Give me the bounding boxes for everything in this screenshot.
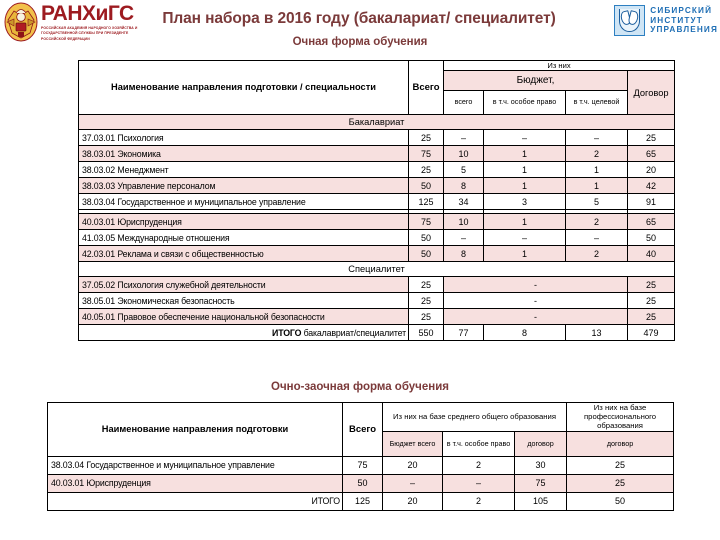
row-contract: 25	[628, 309, 675, 325]
section-label-bachelor: Бакалавриат	[79, 115, 675, 130]
row-program-name: 40.05.01 Правовое обеспечение национальной безопасности	[79, 309, 409, 325]
table-row[interactable]	[79, 309, 675, 325]
header-cell-contract-secondary: договор	[515, 431, 567, 456]
row-budget-merged: -	[444, 309, 628, 325]
table-part-time-admission	[47, 402, 674, 511]
row-program-name: 38.03.02 Менеджмент	[79, 162, 409, 178]
table-body	[79, 115, 675, 341]
table-row[interactable]	[79, 178, 675, 194]
row-total: 50	[409, 230, 444, 246]
ranepa-acronym: РАНХиГС	[41, 2, 134, 25]
row-total: 125	[409, 194, 444, 210]
header-cell-total: Всего	[343, 403, 383, 457]
total-budget: 20	[383, 492, 443, 510]
row-budget-targeted: 2	[566, 246, 628, 262]
page-title: План набора в 2016 году (бакалариат/ специалитет)	[162, 10, 556, 27]
header-cell-budget-special-right: в т.ч. особое право	[484, 91, 566, 115]
table-row[interactable]	[48, 474, 674, 492]
table-row[interactable]	[79, 230, 675, 246]
row-total: 50	[409, 178, 444, 194]
siu-logo	[614, 5, 718, 36]
table-total-row	[48, 492, 674, 510]
table-row[interactable]	[79, 214, 675, 230]
table-row[interactable]	[79, 277, 675, 293]
total-label-bold: ИТОГО	[272, 327, 304, 338]
header-cell-budget-targeted: в т.ч. целевой	[566, 91, 628, 115]
table-header	[48, 403, 674, 457]
section-label-specialist: Специалитет	[79, 262, 675, 277]
total-contract-professional: 50	[567, 492, 674, 510]
table-header	[79, 61, 675, 115]
section-header-specialist	[79, 262, 675, 277]
siu-line-1: СИБИРСКИЙ	[650, 5, 713, 15]
header-cell-budget-total: всего	[444, 91, 484, 115]
row-total: 25	[409, 162, 444, 178]
row-budget-targeted: 1	[566, 162, 628, 178]
row-budget-merged: -	[444, 277, 628, 293]
row-total: 50	[343, 474, 383, 492]
row-budget-targeted: –	[566, 130, 628, 146]
row-program-name: 38.03.04 Государственное и муниципальное управление	[48, 456, 343, 474]
page-header	[0, 0, 720, 48]
row-budget-special-right: 3	[484, 194, 566, 210]
row-program-name: 37.03.01 Психология	[79, 130, 409, 146]
siu-emblem-icon	[614, 5, 645, 36]
row-program-name: 37.05.02 Психология служебной деятельности	[79, 277, 409, 293]
row-contract-secondary: 75	[515, 474, 567, 492]
section-header-bachelor	[79, 115, 675, 130]
row-budget-total: 8	[444, 178, 484, 194]
row-program-name: 42.03.01 Реклама и связи с общественностью	[79, 246, 409, 262]
total-label	[79, 325, 409, 341]
row-total: 25	[409, 130, 444, 146]
row-contract: 65	[628, 146, 675, 162]
siu-line-2: ИНСТИТУТ	[650, 15, 703, 25]
row-contract-professional: 25	[567, 474, 674, 492]
row-budget-special-right: 1	[484, 146, 566, 162]
total-budget-targeted: 13	[566, 325, 628, 341]
row-total: 25	[409, 309, 444, 325]
header-cell-budget-total: Бюджет всего	[383, 431, 443, 456]
row-program-name: 38.05.01 Экономическая безопасность	[79, 293, 409, 309]
row-total: 75	[409, 214, 444, 230]
table-row[interactable]	[79, 194, 675, 210]
siu-line-3: УПРАВЛЕНИЯ	[650, 25, 718, 35]
row-budget-targeted: 2	[566, 214, 628, 230]
header-cell-contract: Договор	[628, 71, 675, 115]
row-budget-merged: -	[444, 293, 628, 309]
row-contract: 65	[628, 214, 675, 230]
row-contract: 20	[628, 162, 675, 178]
section-2-subtitle: Очно-заочная форма обучения	[271, 381, 449, 393]
row-budget-targeted: 1	[566, 178, 628, 194]
row-contract: 25	[628, 293, 675, 309]
row-total: 75	[343, 456, 383, 474]
row-program-name: 41.03.05 Международные отношения	[79, 230, 409, 246]
table-row[interactable]	[79, 146, 675, 162]
row-budget-total: –	[444, 230, 484, 246]
row-program-name: 38.03.04 Государственное и муниципальное управление	[79, 194, 409, 210]
row-budget-targeted: 5	[566, 194, 628, 210]
header-cell-name: Наименование направления подготовки	[48, 403, 343, 457]
table-body	[48, 456, 674, 510]
header-cell-group-secondary-education: Из них на базе среднего общего образования	[383, 403, 567, 432]
table-row[interactable]	[79, 130, 675, 146]
row-budget-special-right: 1	[484, 178, 566, 194]
row-program-name: 38.03.03 Управление персоналом	[79, 178, 409, 194]
header-cell-total: Всего	[409, 61, 444, 115]
row-budget-total: 34	[444, 194, 484, 210]
total-contract-secondary: 105	[515, 492, 567, 510]
row-budget-total: 20	[383, 456, 443, 474]
header-cell-of-which: Из них	[444, 61, 675, 71]
total-label: ИТОГО	[48, 492, 343, 510]
row-contract: 42	[628, 178, 675, 194]
row-contract-professional: 25	[567, 456, 674, 474]
row-special-right: –	[443, 474, 515, 492]
row-budget-total: 5	[444, 162, 484, 178]
row-budget-targeted: 2	[566, 146, 628, 162]
total-all: 125	[343, 492, 383, 510]
row-total: 25	[409, 293, 444, 309]
table-row[interactable]	[79, 246, 675, 262]
row-budget-total: 10	[444, 214, 484, 230]
header-row-1	[48, 403, 674, 432]
header-row-1	[79, 61, 675, 71]
row-budget-special-right: 1	[484, 246, 566, 262]
row-contract: 25	[628, 277, 675, 293]
row-total: 50	[409, 246, 444, 262]
table-row[interactable]	[79, 293, 675, 309]
header-cell-contract-professional: договор	[567, 431, 674, 456]
table-full-time-admission	[78, 60, 675, 341]
row-budget-total: –	[383, 474, 443, 492]
row-budget-total: 10	[444, 146, 484, 162]
ranepa-full-name: РОССИЙСКАЯ АКАДЕМИЯ НАРОДНОГО ХОЗЯЙСТВА И ГОСУДАРСТВЕННОЙ СЛУЖБЫ ПРИ ПРЕЗИДЕНТЕ РОССИЙСКОЙ ФЕДЕРАЦИИ	[41, 26, 138, 41]
table-row[interactable]	[79, 162, 675, 178]
row-special-right: 2	[443, 456, 515, 474]
header-cell-name: Наименование направления подготовки / специальности	[79, 61, 409, 115]
total-special-right: 2	[443, 492, 515, 510]
row-contract-secondary: 30	[515, 456, 567, 474]
row-contract: 50	[628, 230, 675, 246]
row-budget-total: 8	[444, 246, 484, 262]
total-budget: 77	[444, 325, 484, 341]
table-row[interactable]	[48, 456, 674, 474]
section-1-subtitle: Очная форма обучения	[292, 36, 428, 48]
header-cell-special-right: в т.ч. особое право	[443, 431, 515, 456]
row-budget-special-right: 1	[484, 214, 566, 230]
total-budget-special-right: 8	[484, 325, 566, 341]
row-contract: 40	[628, 246, 675, 262]
row-budget-special-right: –	[484, 230, 566, 246]
row-budget-special-right: 1	[484, 162, 566, 178]
row-budget-targeted: –	[566, 230, 628, 246]
total-all: 550	[409, 325, 444, 341]
row-program-name: 40.03.01 Юриспруденция	[79, 214, 409, 230]
row-total: 25	[409, 277, 444, 293]
row-budget-special-right: –	[484, 130, 566, 146]
row-program-name: 38.03.01 Экономика	[79, 146, 409, 162]
row-total: 75	[409, 146, 444, 162]
row-budget-total: –	[444, 130, 484, 146]
total-label-rest: бакалавриат/специалитет	[303, 327, 406, 338]
table-total-row	[79, 325, 675, 341]
header-cell-group-professional-education: Из них на базе профессионального образования	[567, 403, 674, 432]
row-contract: 25	[628, 130, 675, 146]
row-contract: 91	[628, 194, 675, 210]
row-program-name: 40.03.01 Юриспруденция	[48, 474, 343, 492]
header-cell-budget: Бюджет,	[444, 71, 628, 91]
total-contract: 479	[628, 325, 675, 341]
